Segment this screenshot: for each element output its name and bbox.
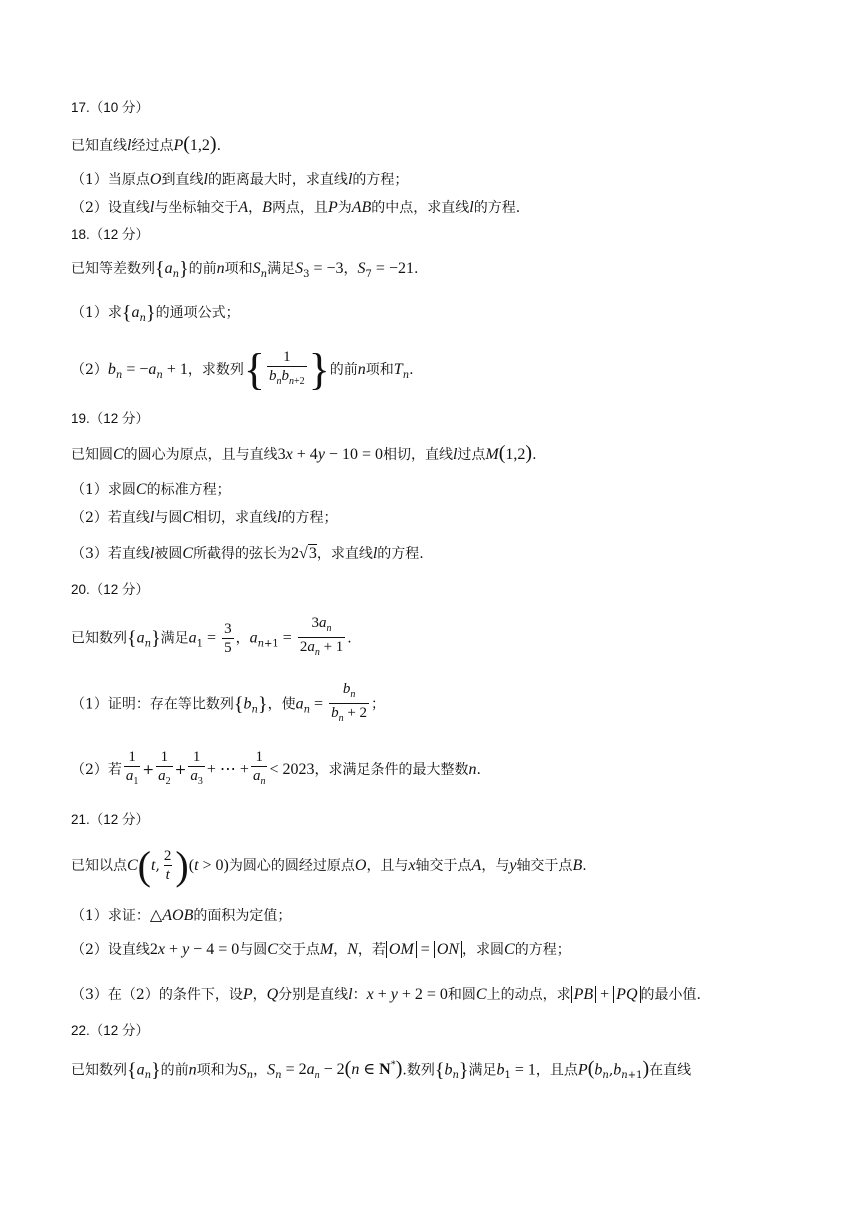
problem-18-part-2: $(2)b_n = -a_n + 1$，求数列{ $\frac{1}{b_nb_{n+2}}$ }的前n项和$T_n$. — [71, 345, 414, 394]
problem-22-intro: 已知数列$\{a_n\}$的前n项和为$S_n$，$S_n = 2a_n - 2(n$ ∈ N*).数列$\{b_n\}$满足$b_1 = 1$，且点$P(b_n,b_{n+1})$在直线 — [71, 1057, 692, 1082]
problem-18-intro: 已知等差数列$\{a_n\}$的前n项和$S_n$满足$S_3 = -3$，$S_7 = -21$. — [71, 258, 419, 280]
problem-18-part-1: （1）求$\{a_n\}$的通项公式； — [71, 302, 240, 324]
problem-17-header: 17.（10 分） — [71, 100, 150, 115]
problem-20-part-2: （2）若 $\frac{1}{a_1}$ + $\frac{1}{a_2}$ + $\frac{1}{a_3}$ + ⋯ + $\frac{1}{a_n}$ < 2023，求满足条件的最大整数n. — [71, 748, 481, 792]
problem-22-header: 22.（12 分） — [71, 1023, 150, 1038]
problem-19-part-1: （1）求圆C的标准方程； — [71, 481, 231, 498]
problem-18-header: 18.（12 分） — [71, 227, 150, 242]
problem-17-part-1: （1）当原点O到直线l的距离最大时，求直线l的方程； — [71, 171, 409, 188]
problem-19-header: 19.（12 分） — [71, 411, 150, 426]
problem-21-part-1: （1）求证：△AOB的面积为定值； — [71, 907, 292, 924]
problem-19-part-2: （2）若直线l与圆C相切，求直线l的方程； — [71, 509, 338, 526]
problem-20-part-1: （1）证明：存在等比数列$\{b_n\}$，使$a_n$ = $\frac{b_n}{b_n + 2}$ ； — [71, 681, 385, 732]
problem-20-intro: 已知数列$\{a_n\}$满足$a_1$ = $\frac{3}{5}$ ，$a_{n+1}$ = $\frac{3a_n}{2a_n + 1}$ . — [71, 615, 352, 666]
problem-21-part-2: （2）设直线2x + y − 4 = 0与圆C交于点M，N，若 OM = ON ，求圆C的方程； — [71, 941, 571, 958]
problem-17-part-2: （2）设直线l与坐标轴交于A，B两点，且P为AB的中点，求直线l的方程. — [71, 199, 521, 216]
problem-19-intro: 已知圆C的圆心为原点，且与直线3x + 4y − 10 = 0相切，直线l过点M(1,2). — [71, 442, 537, 464]
problem-17-intro: 已知直线l经过点P(1,2). — [71, 133, 222, 155]
problem-20-header: 20.（12 分） — [71, 582, 150, 597]
problem-21-intro: 已知以点C(t, $\frac{2}{t}$ )(t > 0)为圆心的圆经过原点O，且与x轴交于点A，与y轴交于点B. — [71, 843, 587, 888]
problem-21-part-3: （3）在（2）的条件下，设P，Q分别是直线l：x + y + 2 = 0和圆C上的动点，求 PB + PQ 的最小值. — [71, 986, 701, 1003]
problem-21-header: 21.（12 分） — [71, 812, 150, 827]
problem-19-part-3: （3）若直线l被圆C所截得的弦长为2√3，求直线l的方程. — [71, 545, 424, 562]
